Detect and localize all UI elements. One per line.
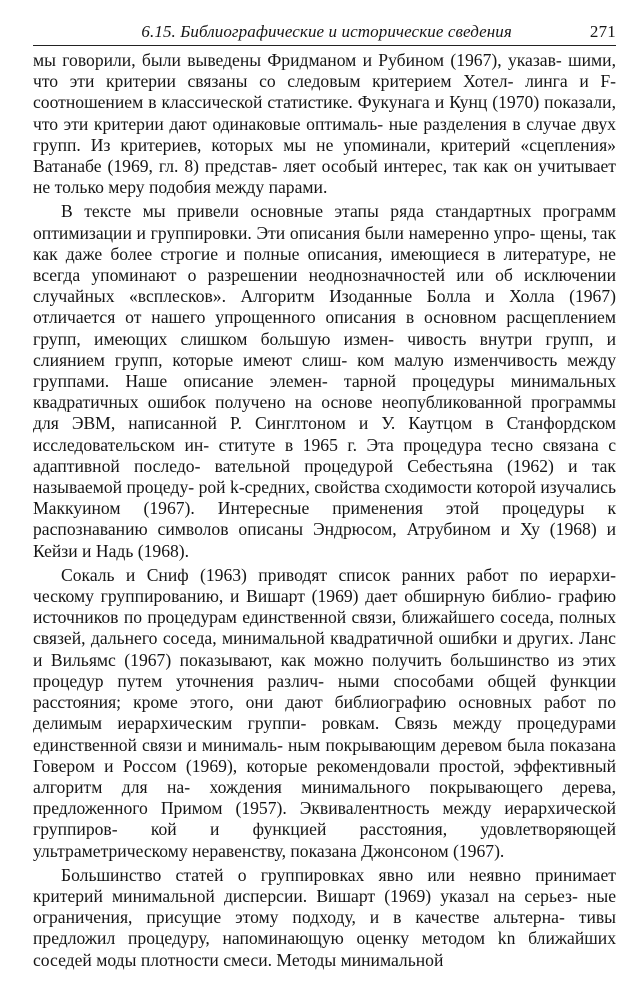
text-line: Сокаль и Сниф (1963) приводят список ранних работ по иерархи- bbox=[61, 564, 616, 585]
text-line: ным покрывающим деревом была показана Говером и Россом (1969), bbox=[33, 734, 616, 776]
text-line: чивость внутри групп, и слиянием групп, которые имеют слиш- bbox=[33, 328, 616, 370]
text-line: графию источников по процедурам единственной связи, ближайшего bbox=[33, 586, 616, 628]
paragraph-3 bbox=[33, 565, 616, 862]
text-line: ровкам. Связь между процедурами единственной связи и минималь- bbox=[33, 713, 616, 755]
text-line: критерий минимальной дисперсии. Вишарт (1969) указал на серьез- bbox=[33, 885, 578, 906]
text-line: тарной процедуры минимальных квадратичных ошибок получено на bbox=[33, 371, 616, 413]
text-line: ными способами общей функции расстояния; кроме этого, они дают bbox=[33, 670, 616, 713]
text-line: линга и F-соотношением в классической статистике. Фукунага и bbox=[33, 71, 616, 113]
text-line: В тексте мы привели основные этапы ряда стандартных программ bbox=[61, 201, 616, 222]
text-line: вательной процедурой Себестьяна (1962) и так называемой процеду- bbox=[33, 455, 616, 498]
text-line: Надь (1968). bbox=[95, 540, 190, 561]
text-line: (1967). Интересные применения этой процедуры к распознаванию bbox=[33, 498, 616, 540]
text-line: рой k-средних, свойства сходимости которой изучались Маккуином bbox=[33, 477, 616, 519]
paragraph-2 bbox=[33, 201, 616, 561]
text-line: символов описаны Эндрюсом, Атрубином и Ху (1968) и Кейзи и bbox=[33, 519, 616, 561]
text-line: Болла и Холла (1967) отличается от нашего упрощенного описания bbox=[33, 286, 616, 328]
text-line: неравенству, показана Джонсоном (1967). bbox=[192, 840, 505, 861]
text-line: в основном расщеплением групп, имеющих слишком большую измен- bbox=[33, 307, 616, 349]
paragraph-1 bbox=[33, 50, 616, 198]
text-line: ческому группированию, и Вишарт (1969) дает обширную библио- bbox=[33, 586, 552, 607]
text-line: получить большинство из этих процедур путем уточнения различ- bbox=[33, 649, 616, 691]
text-line: ляет особый интерес, так как он учитывает не только меру подобия bbox=[33, 156, 616, 198]
text-line: оптимизации и группировки. Эти описания были намеренно упро- bbox=[33, 222, 536, 243]
text-line: тивы предложил процедуру, напоминающую оценку методом kn bbox=[33, 907, 616, 949]
text-line: ближайших соседей моды плотности смеси. Методы минимальной bbox=[33, 928, 617, 970]
text-line: соседа, полных связей, дальнего соседа, минимальной квадратичной bbox=[33, 607, 617, 649]
section-title: 6.15. Библиографические и исторические сведения bbox=[141, 22, 512, 41]
text-line: щены, так как даже более строгие и полные описания, имеющиеся bbox=[33, 222, 617, 264]
paragraph-4 bbox=[33, 865, 616, 971]
text-line: упоминали, критерий «сцепления» Ватанабе (1969, гл. 8) представ- bbox=[33, 134, 616, 177]
text-line: Кунц (1970) показали, что эти критерии дают одинаковые оптималь- bbox=[33, 92, 616, 134]
text-line: кой и функцией расстояния, удовлетворяющей ультраметрическому bbox=[33, 819, 616, 861]
text-line: Примом (1957). Эквивалентность между иерархической группиров- bbox=[33, 798, 616, 840]
text-line: мы говорили, были выведены Фридманом и Рубином (1967), указав- bbox=[33, 50, 562, 70]
running-head bbox=[33, 22, 616, 46]
text-line: или об исключении случайных «всплесков». Алгоритм Изоданные bbox=[33, 265, 616, 307]
text-line: Р. Синглтоном и У. Каутцом в Станфордском исследовательском ин- bbox=[33, 413, 616, 455]
text-line: хождения минимального покрывающего дерева, предложенного bbox=[33, 776, 617, 819]
text-line: в литературе, не всегда упоминают о разрешении неоднозначностей bbox=[33, 243, 616, 286]
text-line: библиографию основных работ по делимым иерархическим группи- bbox=[33, 692, 617, 734]
text-line: которые рекомендовали простой, эффективный алгоритм для на- bbox=[33, 755, 616, 797]
page-number: 271 bbox=[589, 22, 616, 41]
body-text bbox=[33, 50, 616, 971]
text-line: между парами. bbox=[215, 177, 328, 198]
text-line: ком малую изменчивость между группами. Наше описание элемен- bbox=[33, 349, 616, 392]
text-line: ные ограничения, присущие этому подходу, и в качестве альтерна- bbox=[33, 885, 616, 928]
text-line: ституте в 1965 г. Эта процедура тесно связана с адаптивной последо- bbox=[33, 434, 617, 476]
text-line: ные разделения в случае двух групп. Из критериев, которых мы не bbox=[33, 113, 616, 155]
text-line: основе неопубликованной программы для ЭВМ, написанной bbox=[33, 392, 616, 434]
text-line: ошибки и других. Ланс и Вильямс (1967) показывают, как можно bbox=[33, 628, 616, 670]
text-line: Большинство статей о группировках явно или неявно принимает bbox=[61, 864, 616, 885]
text-line: шими, что эти критерии связаны со следовым критерием Хотел- bbox=[33, 50, 616, 92]
